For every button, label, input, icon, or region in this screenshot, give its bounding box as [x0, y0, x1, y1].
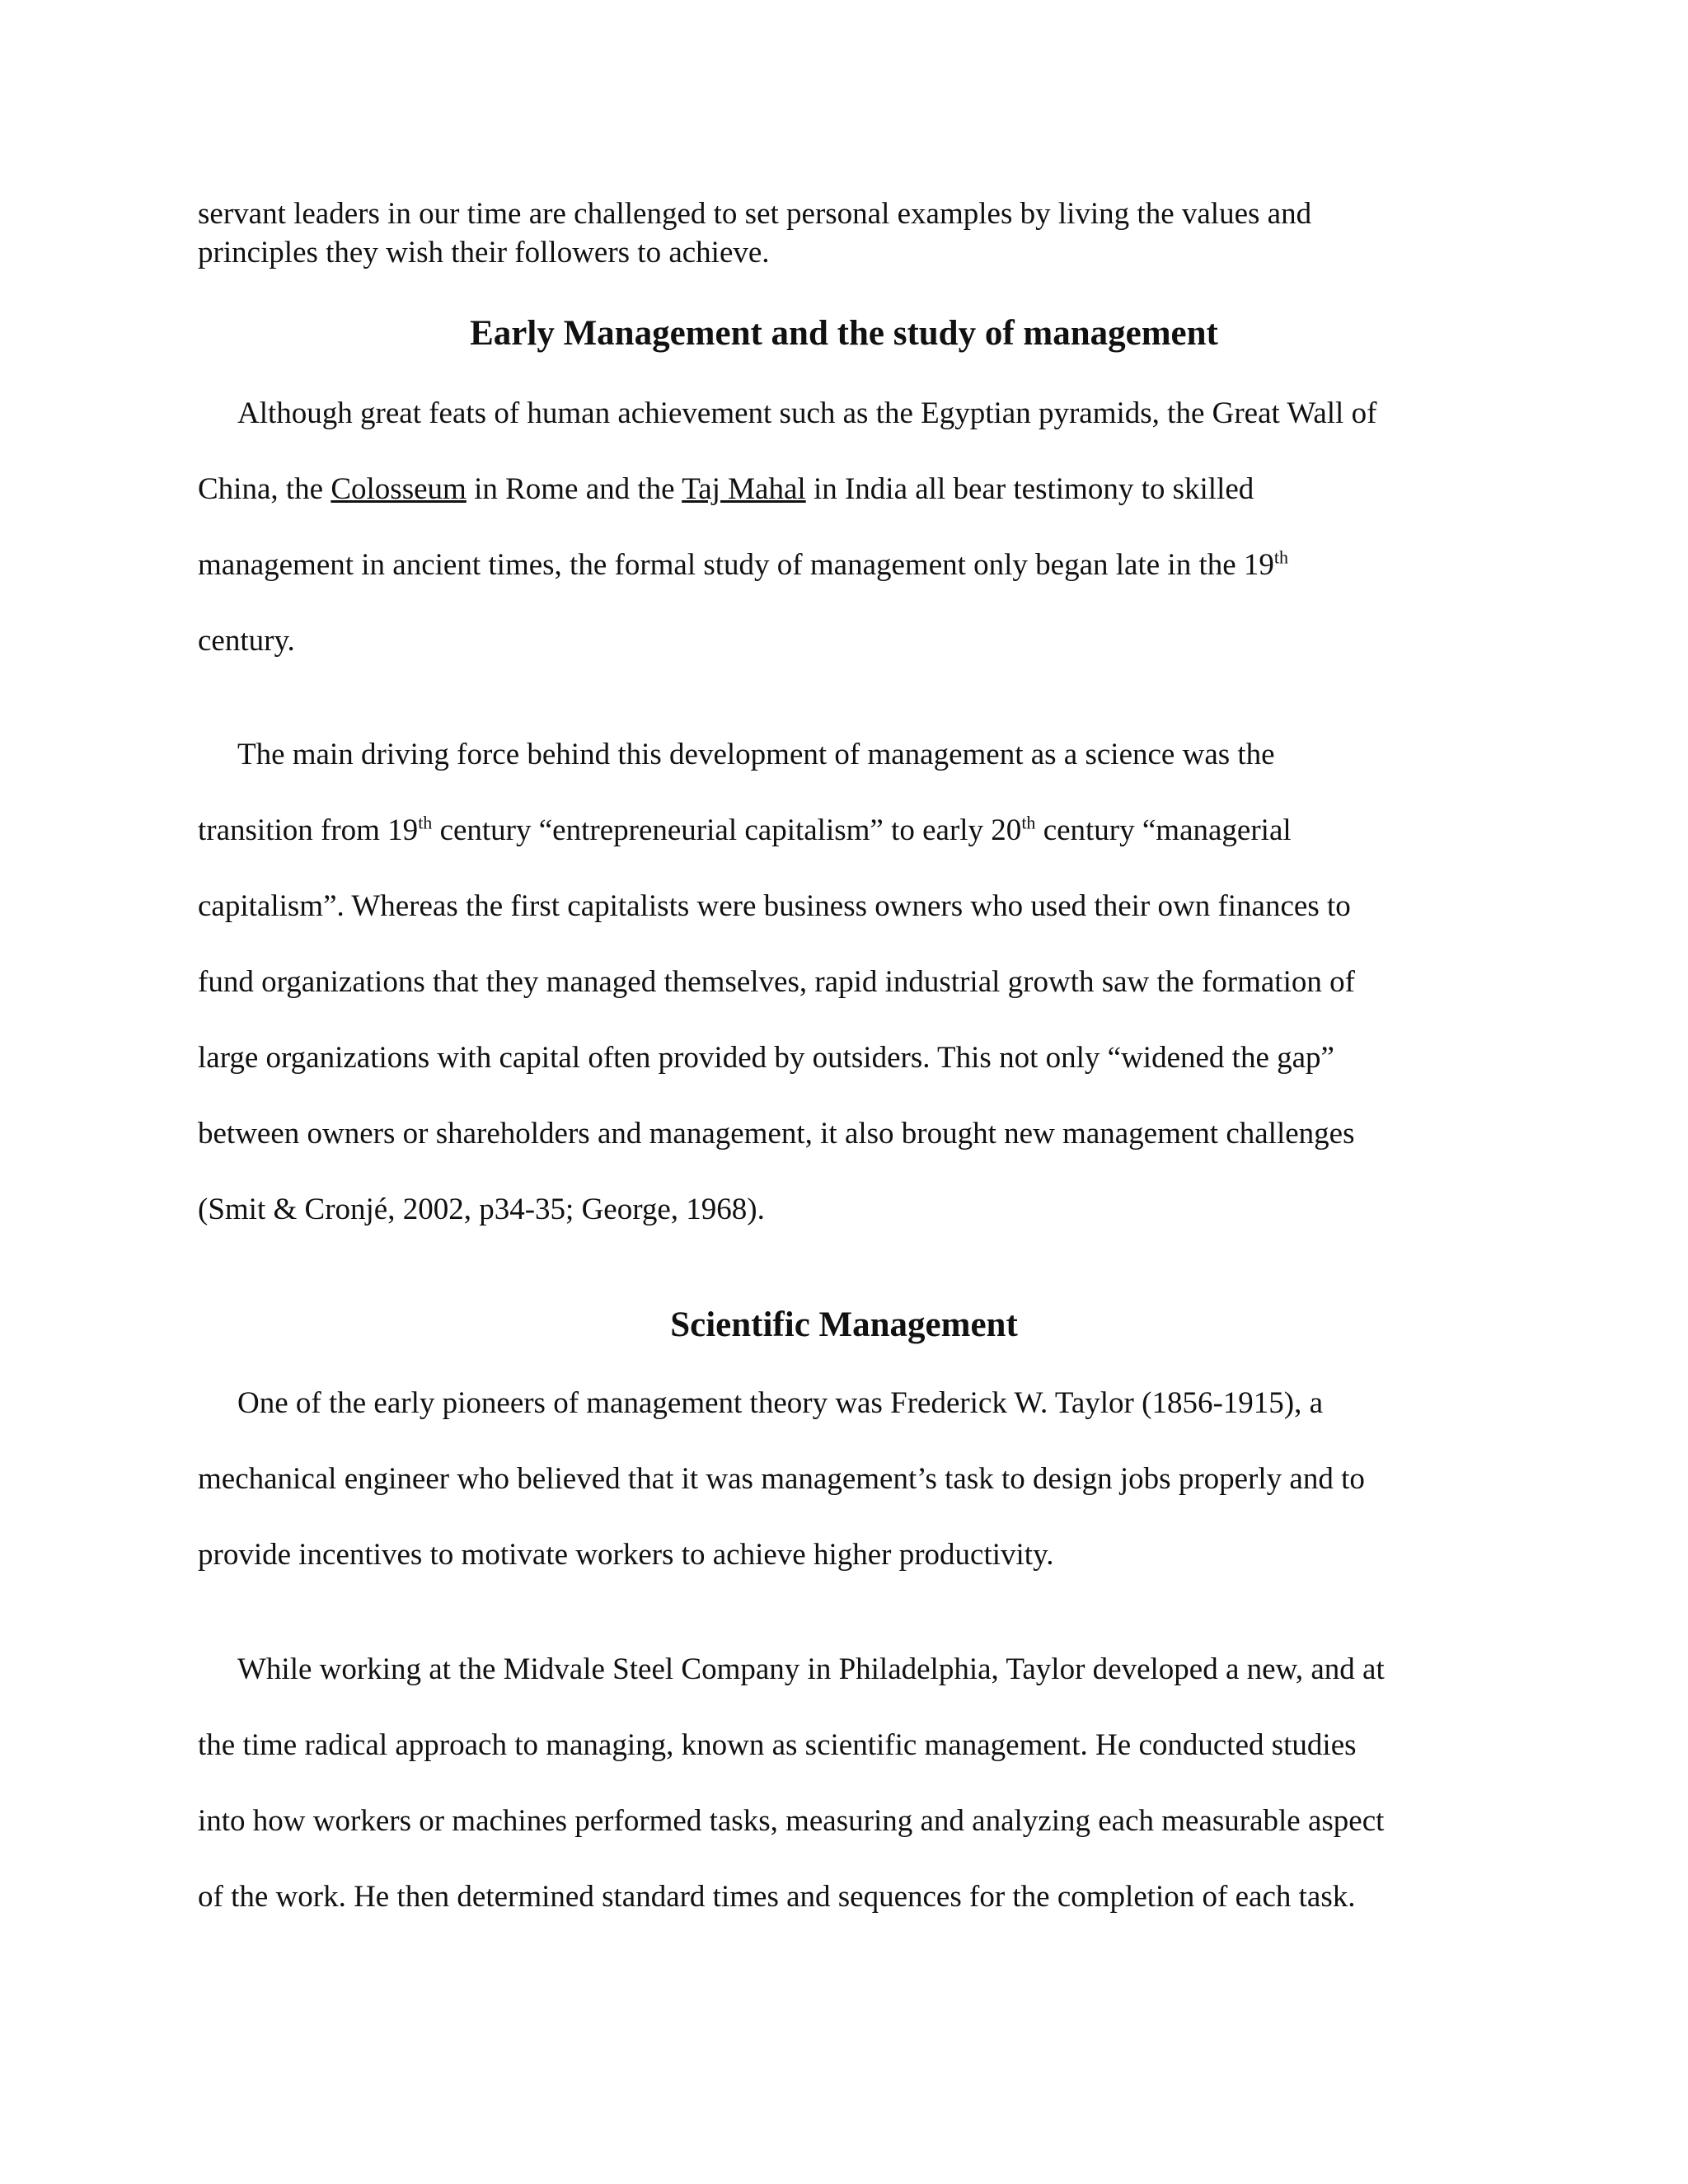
paragraph-line: capitalism”. Whereas the first capitalists were business owners who used their own finances to	[198, 889, 1351, 923]
intro-line: servant leaders in our time are challenged to set personal examples by living the values and	[198, 197, 1312, 231]
paragraph-line	[198, 452, 1492, 527]
text-run: management in ancient times, the formal study of management only began late in the 19	[198, 548, 1274, 582]
paragraph-line: large organizations with capital often provided by outsiders. This not only “widened the gap”	[198, 1041, 1334, 1075]
paragraph-line: fund organizations that they managed themselves, rapid industrial growth saw the formation of	[198, 965, 1355, 999]
intro-paragraph	[198, 194, 1484, 272]
text-run: century “managerial	[1035, 813, 1292, 847]
paragraph-driving-force	[198, 717, 1492, 1248]
paragraph-line: One of the early pioneers of management theory was Frederick W. Taylor (1856-1915), a	[237, 1386, 1324, 1420]
text-run: in Rome and the	[466, 472, 682, 506]
paragraph-taylor	[198, 1366, 1492, 1593]
superscript: th	[418, 812, 433, 833]
paragraph-line: century.	[198, 624, 295, 658]
superscript: th	[1273, 546, 1289, 568]
section-heading-early-management: Early Management and the study of management	[470, 314, 1218, 353]
paragraph-line: between owners or shareholders and management, it also brought new management challenges	[198, 1117, 1355, 1151]
paragraph-line: The main driving force behind this development of management as a science was the	[237, 738, 1275, 771]
paragraph-ancient-management	[198, 376, 1492, 679]
taj-mahal-link[interactable]: Taj Mahal	[682, 472, 806, 506]
superscript: th	[1021, 812, 1036, 833]
paragraph-line: provide incentives to motivate workers to achieve higher productivity.	[198, 1538, 1054, 1572]
paragraph-line: mechanical engineer who believed that it was management’s task to design jobs properly and to	[198, 1462, 1365, 1496]
text-run: China, the	[198, 472, 331, 506]
paragraph-line: the time radical approach to managing, known as scientific management. He conducted studies	[198, 1728, 1357, 1762]
paragraph-line: into how workers or machines performed tasks, measuring and analyzing each measurable aspect	[198, 1804, 1385, 1838]
colosseum-link[interactable]: Colosseum	[331, 472, 467, 506]
text-run: in India all bear testimony to skilled	[805, 472, 1254, 506]
paragraph-line	[198, 527, 1492, 603]
text-run: transition from 19	[198, 813, 419, 847]
paragraph-line: (Smit & Cronjé, 2002, p34-35; George, 1968).	[198, 1193, 765, 1226]
paragraph-line	[198, 793, 1492, 869]
paragraph-line: While working at the Midvale Steel Company in Philadelphia, Taylor developed a new, and at	[237, 1652, 1385, 1686]
intro-line: principles they wish their followers to achieve.	[198, 236, 770, 269]
section-heading-scientific-management: Scientific Management	[670, 1305, 1018, 1344]
paragraph-line: of the work. He then determined standard times and sequences for the completion of each task.	[198, 1880, 1356, 1914]
paragraph-midvale	[198, 1632, 1492, 1935]
text-run: century “entrepreneurial capitalism” to early 20	[432, 813, 1022, 847]
paragraph-line: Although great feats of human achievement such as the Egyptian pyramids, the Great Wall of	[237, 396, 1377, 430]
